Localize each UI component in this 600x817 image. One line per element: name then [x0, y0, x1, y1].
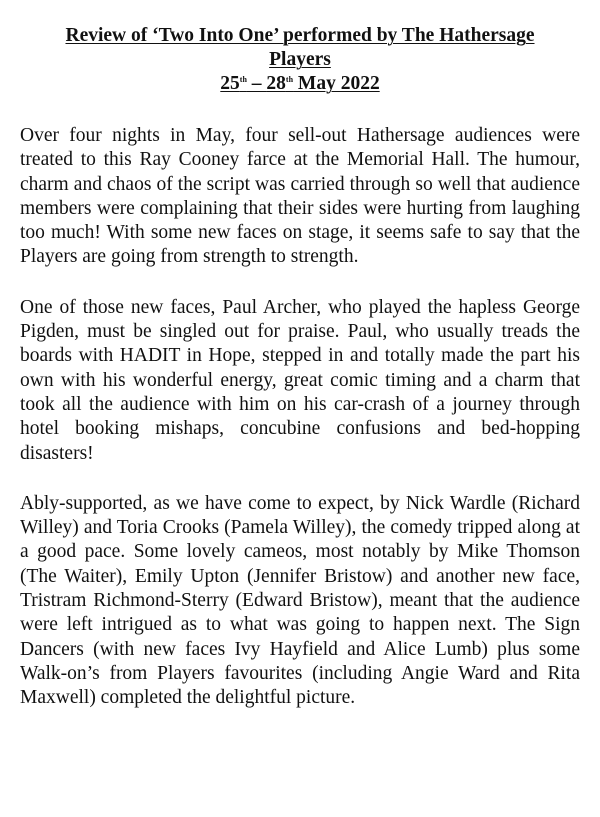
review-heading	[20, 24, 580, 96]
start-day: 25	[220, 73, 240, 94]
heading-dates-text	[220, 73, 379, 94]
start-day-suffix: th	[239, 75, 247, 84]
heading-title-text-2: Players	[269, 49, 331, 70]
review-paragraph-3: Ably-supported, as we have come to expect, by Nick Wardle (Richard Willey) and Toria Crooks (Pamela Willey), the comedy tripped along at a good pace. Some lovely cameos, most notably by Mike Thomson (The Waiter), Emily Upton (Jennifer Bristow) and another new face, Tristram Richmond-Sterry (Edward Bristow), meant that the audience were left intrigued as to what was going to happen next. The Sign Dancers (with new faces Ivy Hayfield and Alice Lumb) plus some Walk-on’s from Players favourites (including Angie Ward and Rita Maxwell) completed the delightful picture.	[20, 492, 580, 709]
end-day: 28	[266, 73, 286, 94]
review-paragraph-1: Over four nights in May, four sell-out Hathersage audiences were treated to this Ray Cooney farce at the Memorial Hall. The humour, charm and chaos of the script was carried through so well that audience members were complaining that their sides were hurting from laughing too much! With some new faces on stage, it seems safe to say that the Players are going from strength to strength.	[20, 125, 580, 268]
heading-dates	[20, 72, 580, 96]
date-separator: –	[246, 73, 267, 94]
heading-title-line-2	[20, 48, 580, 72]
heading-title-text: Review of ‘Two Into One’ performed by The Hathersage	[65, 25, 535, 46]
heading-title-line	[20, 24, 580, 48]
review-document	[20, 24, 580, 711]
end-day-suffix: th	[285, 75, 294, 84]
review-paragraph-2: One of those new faces, Paul Archer, who played the hapless George Pigden, must be singled out for praise. Paul, who usually treads the boards with HADIT in Hope, stepped in and totally made the part his own with his wonderful energy, great comic timing and a charm that took all the audience with him on his car-crash of a journey through hotel booking mishaps, concubine confusions and bed-hopping disasters!	[20, 296, 580, 464]
month-year: May 2022	[293, 73, 380, 94]
